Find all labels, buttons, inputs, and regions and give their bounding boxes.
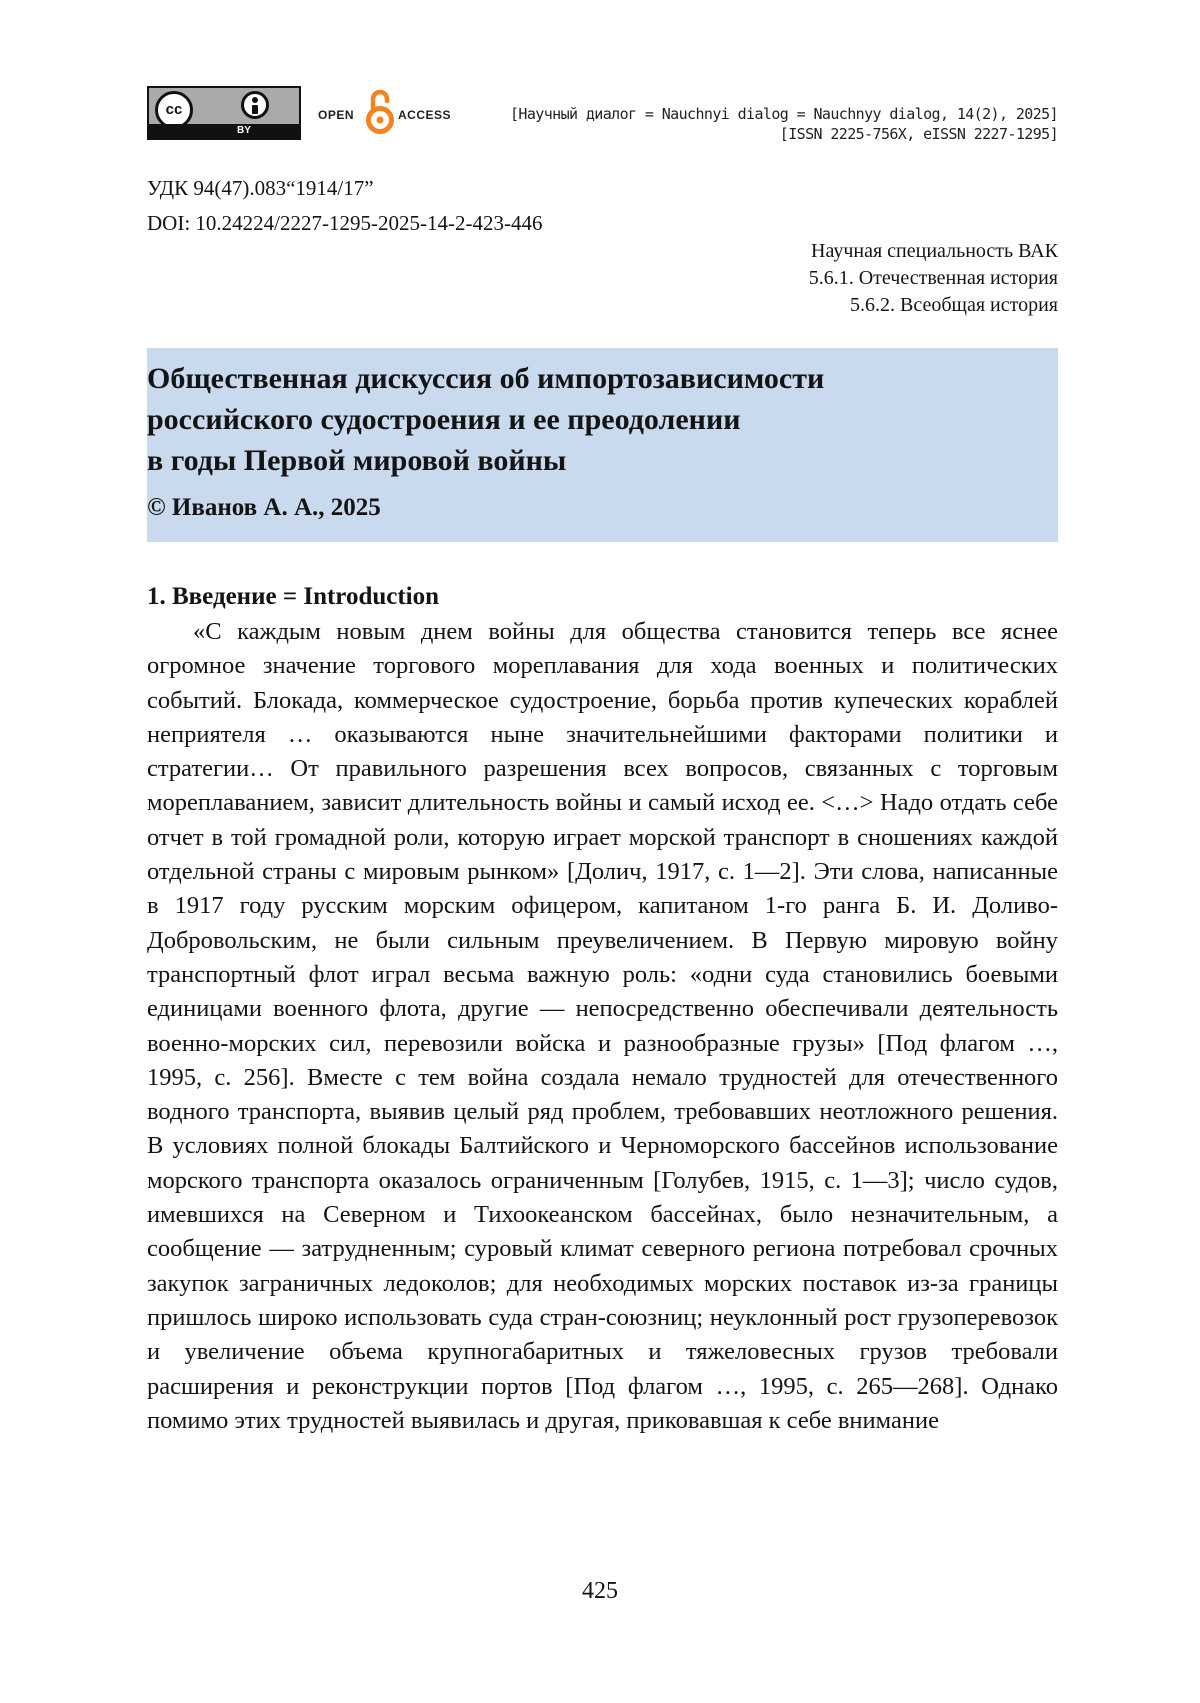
article-title [147, 358, 1047, 481]
specialty-heading: Научная специальность ВАК [809, 238, 1058, 265]
doi: DOI: 10.24224/2227-1295-2025-14-2-423-446 [147, 211, 542, 236]
author-copyright: © Иванов А. А., 2025 [147, 494, 381, 522]
access-word: ACCESS [398, 108, 451, 122]
open-word: OPEN [318, 108, 354, 122]
specialty-line-2: 5.6.2. Всеобщая история [809, 292, 1058, 319]
open-access-logo [318, 88, 458, 136]
title-block [147, 348, 1058, 542]
journal-issn-line: [ISSN 2225-756X, eISSN 2227-1295] [510, 124, 1058, 144]
open-access-lock-icon [362, 88, 398, 136]
journal-citation [510, 104, 1058, 144]
creative-commons-icon: cc [155, 91, 193, 129]
vak-specialty [809, 238, 1058, 319]
section-heading: 1. Введение = Introduction [147, 583, 439, 611]
udk-code: УДК 94(47).083“1914/17” [147, 176, 374, 201]
by-label: BY [237, 124, 251, 138]
specialty-line-1: 5.6.1. Отечественная история [809, 265, 1058, 292]
body-paragraph: «С каждым новым днем войны для общества становится теперь все яснее огромное значение торгового мореплавания для хода военных и политических событий. Блокада, коммерческое судостроение, борьба против купеческих кораблей неприятеля … оказываются ныне значительнейшими факторами политики и стратегии… От правильного разрешения всех вопросов, связанных с торговым мореплаванием, зависит длительность войны и самый исход ее. <…> Надо отдать себе отчет в той громадной роли, которую играет морской транспорт в сношениях каждой отдельной страны с мировым рынком» [Долич, 1917, с. 1—2]. Эти слова, написанные в 1917 году русским морским офицером, капитаном 1-го ранга Б. И. Доливо-Добровольским, не были сильным преувеличением. В Первую мировую войну транспортный флот играл весьма важную роль: «одни суда становились боевыми единицами военного флота, другие — непосредственно обеспечивали деятельность военно-морских сил, перевозили войска и разнообразные грузы» [Под флагом …, 1995, с. 256]. Вместе с тем война создала немало трудностей для отечественного водного транспорта, выявив целый ряд проблем, требовавших неотложного решения. В условиях полной блокады Балтийского и Черноморского бассейнов использование морского транспорта оказалось ограниченным [Голубев, 1915, с. 1—3]; число судов, имевшихся на Северном и Тихоокеанском бассейнах, было незначительным, а сообщение — затрудненным; суровый климат северного региона потребовал срочных закупок заграничных ледоколов; для необходимых морских поставок из-за границы пришлось широко использовать суда стран-союзниц; неуклонный рост грузоперевозок и увеличение объема крупногабаритных и тяжеловесных грузов требовали расширения и реконструкции портов [Под флагом …, 1995, с. 265—268]. Однако помимо этих трудностей выявилась и другая, приковавшая к себе внимание [147, 615, 1058, 1438]
journal-title-line: [Научный диалог = Nauchnyi dialog = Nauchnyy dialog, 14(2), 2025] [510, 104, 1058, 124]
title-line-1: Общественная дискуссия об импортозависимости [147, 362, 824, 395]
cc-by-license-badge [147, 86, 301, 140]
attribution-person-icon [241, 91, 269, 119]
title-line-2: российского судостроения и ее преодолении [147, 403, 741, 436]
page-number: 425 [0, 1578, 1200, 1605]
title-line-3: в годы Первой мировой войны [147, 444, 566, 477]
